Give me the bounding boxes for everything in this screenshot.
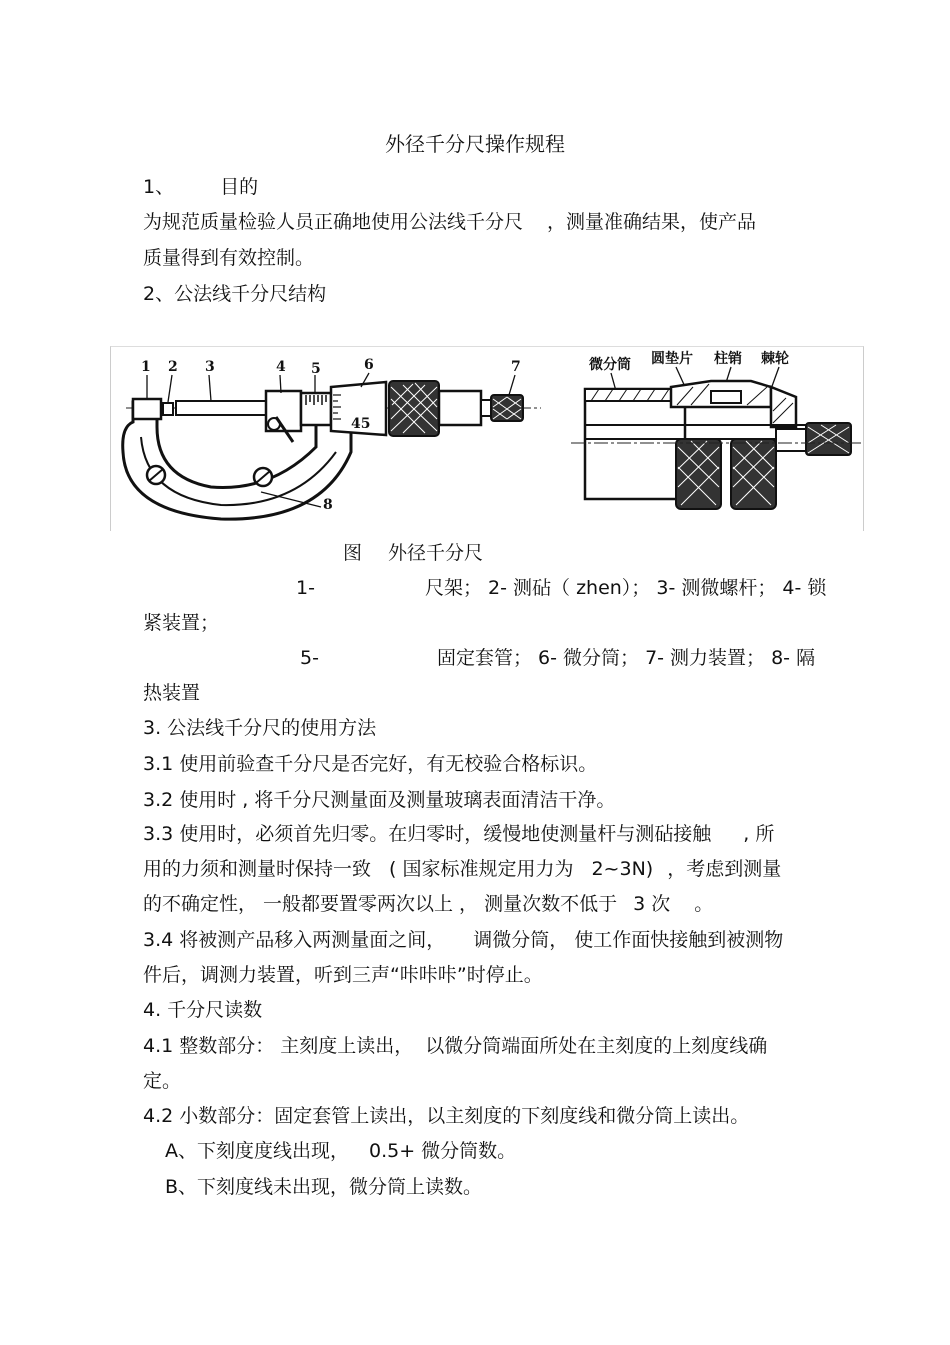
section3-3-line2	[143, 857, 781, 881]
section1-body-line2: 质量得到有效控制。	[143, 247, 315, 269]
section3-2: 3.2 使用时 , 将千分尺测量面及测量玻璃表面清洁干净。	[143, 789, 616, 811]
section3-4-line2: 件后，调测力装置，听到三声“咔咔咔”时停止。	[143, 964, 543, 986]
section1-body-line1	[143, 210, 756, 234]
s33-l2-part-a: 用的力须和测量时保持一致	[143, 858, 372, 880]
section1-body-part-b: ，测量准确结果，使产品	[547, 211, 757, 233]
section3-heading: 3. 公法线千分尺的使用方法	[143, 717, 377, 739]
s33-l3-part-a: 的不确定性， 一般都要置零两次以上	[143, 893, 454, 915]
s33-l2-part-c: 2~3N)	[591, 858, 654, 880]
label-washer: 圆垫片	[651, 351, 693, 367]
part-number-5: 5	[311, 361, 321, 377]
section1-number: 1、	[143, 176, 175, 198]
part-number-3: 3	[205, 359, 215, 375]
section2-heading: 2、公法线千分尺结构	[143, 283, 327, 305]
thimble-reading: 45	[351, 416, 371, 432]
section3-4-line1	[143, 928, 783, 952]
part-number-4: 4	[276, 359, 286, 375]
legend-row1-continued: 紧装置；	[143, 612, 220, 634]
page-title: 外径千分尺操作规程	[385, 132, 565, 156]
section4-heading: 4. 千分尺读数	[143, 999, 263, 1021]
s41-l1-part-a: 4.1 整数部分： 主刻度上读出，	[143, 1035, 414, 1057]
micrometer-section-drawing	[571, 350, 863, 509]
legend-row1-text: 尺架； 2- 测砧（ zhen）； 3- 测微螺杆； 4- 锁	[425, 577, 827, 599]
s33-l2-part-b: ( 国家标准规定用力为	[389, 858, 574, 880]
s33-l1-part-a: 3.3 使用时，必须首先归零。在归零时，缓慢地使测量杆与测砧接触	[143, 823, 712, 845]
part-number-6: 6	[364, 357, 374, 373]
figure-caption	[343, 541, 483, 565]
section4-option-a	[165, 1139, 516, 1163]
part-number-8: 8	[323, 497, 333, 513]
micrometer-left-drawing	[123, 357, 541, 519]
s33-l2-part-d: ，考虑到测量	[667, 858, 782, 880]
option-a-part-2: 0.5+ 微分筒数。	[369, 1140, 517, 1162]
part-number-7: 7	[511, 359, 521, 375]
label-thimble: 微分筒	[589, 357, 631, 373]
section1-heading-line	[143, 175, 258, 199]
figure-caption-text: 外径千分尺	[388, 542, 484, 564]
section4-option-b: B、下刻度线未出现，微分筒上读数。	[165, 1176, 483, 1198]
section1-heading: 目的	[220, 176, 259, 198]
s33-l1-part-b: , 所	[743, 823, 775, 845]
micrometer-figure	[110, 346, 864, 531]
s33-l3-part-d: 。	[694, 893, 714, 915]
s34-l1-part-a: 3.4 将被测产品移入两测量面之间，	[143, 929, 446, 951]
section4-2: 4.2 小数部分：固定套管上读出，以主刻度的下刻度线和微分筒上读出。	[143, 1105, 750, 1127]
micrometer-diagram	[111, 347, 863, 531]
section3-1: 3.1 使用前验查千分尺是否完好，有无校验合格标识。	[143, 753, 598, 775]
option-a-part-1: A、下刻度度线出现，	[165, 1140, 349, 1162]
figure-caption-prefix: 图	[343, 542, 363, 564]
label-pin: 柱销	[714, 351, 742, 367]
s33-l3-part-b: ， 测量次数不低于	[459, 893, 618, 915]
legend-row1-number: 1-	[296, 577, 315, 599]
label-ratchet: 棘轮	[761, 351, 789, 367]
s33-l3-part-c: 3 次	[633, 893, 671, 915]
section1-body-part-a: 为规范质量检验人员正确地使用公法线千分尺	[143, 211, 524, 233]
section3-3-line3	[143, 892, 713, 916]
part-number-1: 1	[141, 359, 151, 375]
legend-row2-number: 5-	[300, 647, 319, 669]
legend-row2-continued: 热装置	[143, 682, 201, 704]
section4-1-line1	[143, 1034, 767, 1058]
s41-l1-part-b: 以微分筒端面所处在主刻度的上刻度线确	[425, 1035, 768, 1057]
s34-l1-part-b: 调微分筒， 使工作面快接触到被测物	[473, 929, 784, 951]
part-number-2: 2	[168, 359, 178, 375]
legend-row2-text: 固定套管； 6- 微分筒； 7- 测力装置； 8- 隔	[437, 647, 816, 669]
section4-1-line2: 定。	[143, 1070, 182, 1092]
section3-3-line1	[143, 822, 774, 846]
